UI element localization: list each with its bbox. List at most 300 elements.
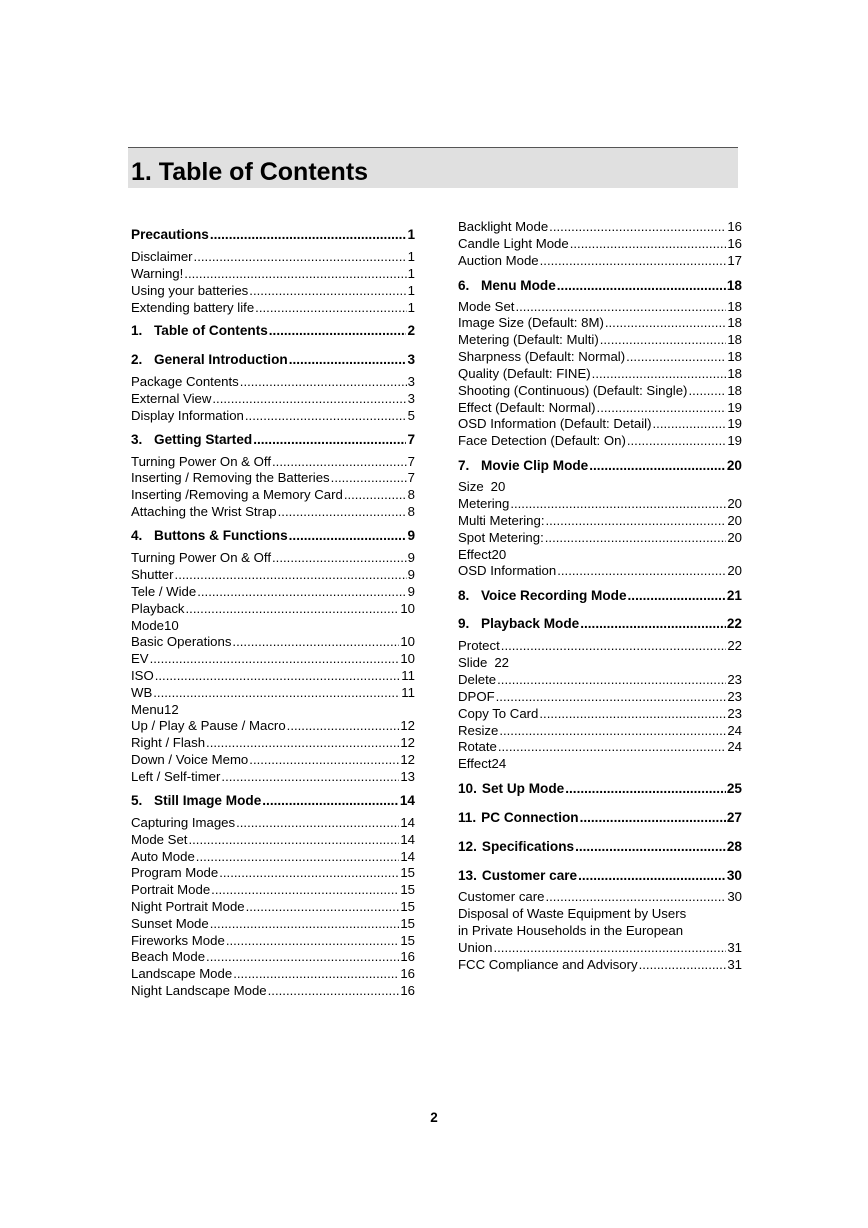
toc-entry[interactable] <box>131 390 415 407</box>
toc-page-number: 15 <box>400 899 415 914</box>
toc-entry[interactable] <box>131 864 415 881</box>
toc-entry[interactable] <box>131 407 415 424</box>
toc-entry-label: Fireworks Mode <box>131 933 225 948</box>
toc-page-number: 23 <box>727 706 742 721</box>
toc-page-number: 15 <box>400 916 415 931</box>
toc-entry[interactable] <box>458 654 742 671</box>
toc-entry-label: Shutter <box>131 567 174 582</box>
toc-entry-label: Package Contents <box>131 374 239 389</box>
toc-entry[interactable] <box>458 562 742 579</box>
toc-leader-dots <box>221 768 399 785</box>
toc-heading-label: Precautions <box>131 227 209 242</box>
toc-page-number: 16 <box>400 983 415 998</box>
toc-entry[interactable] <box>131 667 415 684</box>
toc-page-number: 10 <box>400 651 415 666</box>
toc-page-number: 16 <box>400 966 415 981</box>
toc-entry-label: Rotate <box>458 739 497 754</box>
toc-entry[interactable] <box>131 549 415 566</box>
toc-entry[interactable] <box>458 939 742 956</box>
toc-page-number: 3 <box>407 352 415 367</box>
toc-entry-label: Inserting / Removing the Batteries <box>131 470 330 485</box>
toc-entry-label: Slide <box>458 655 488 670</box>
toc-entry-label: Disclaimer <box>131 249 193 264</box>
toc-entry-label: Auction Mode <box>458 253 539 268</box>
toc-entry[interactable] <box>131 751 415 768</box>
toc-entry-label: in Private Households in the European <box>458 923 684 938</box>
toc-page-number: 18 <box>727 299 742 314</box>
toc-entry-label: Face Detection (Default: On) <box>458 433 626 448</box>
toc-section-heading[interactable] <box>458 780 742 797</box>
toc-entry[interactable] <box>458 671 742 688</box>
toc-page-number: 9 <box>407 567 415 582</box>
toc-heading-number: 3. <box>131 432 143 447</box>
toc-entry-label: Spot Metering: <box>458 530 544 545</box>
toc-leader-dots <box>194 248 407 265</box>
toc-leader-dots <box>653 415 727 432</box>
toc-entry[interactable] <box>131 282 415 299</box>
toc-entry-label: Night Portrait Mode <box>131 899 245 914</box>
toc-leader-dots <box>499 722 726 739</box>
toc-heading-label: 13. Customer care <box>458 868 578 883</box>
toc-entry-label: Customer care <box>458 889 545 904</box>
toc-entry-label: Quality (Default: FINE) <box>458 366 591 381</box>
toc-leader-dots <box>605 314 726 331</box>
toc-page-number: 18 <box>727 349 742 364</box>
toc-leader-dots <box>570 235 727 252</box>
toc-leader-dots <box>540 252 727 269</box>
toc-leader-dots <box>210 915 400 932</box>
toc-entry-label: Right / Flash <box>131 735 206 750</box>
toc-leader-dots <box>580 615 726 632</box>
toc-page-number: 17 <box>727 253 742 268</box>
toc-entry[interactable] <box>131 848 415 865</box>
toc-entry-label: ISO <box>131 668 154 683</box>
toc-page-number: 5 <box>407 408 415 423</box>
toc-entry[interactable] <box>131 701 415 718</box>
toc-entry-label: Delete <box>458 672 497 687</box>
toc-entry-text <box>458 905 742 922</box>
toc-entry-label: Attaching the Wrist Strap <box>131 504 277 519</box>
toc-leader-dots <box>557 562 726 579</box>
toc-leader-dots <box>175 566 407 583</box>
toc-heading-label: 12. Specifications <box>458 839 575 854</box>
toc-leader-dots <box>496 688 727 705</box>
toc-leader-dots <box>592 365 727 382</box>
toc-entry-label: Protect <box>458 638 500 653</box>
toc-entry-label: Copy To Card <box>458 706 539 721</box>
toc-page-number: 8 <box>407 504 415 519</box>
toc-leader-dots <box>565 780 726 797</box>
toc-entry[interactable] <box>131 486 415 503</box>
toc-leader-dots <box>206 734 399 751</box>
toc-leader-dots <box>626 348 726 365</box>
toc-entry-label: Multi Metering: <box>458 513 545 528</box>
toc-entry[interactable] <box>131 932 415 949</box>
toc-leader-dots <box>262 792 399 809</box>
toc-section-heading[interactable] <box>131 226 415 243</box>
toc-page-number: 14 <box>400 832 415 847</box>
toc-entry-label: Menu <box>131 702 164 717</box>
toc-leader-dots <box>253 431 406 448</box>
toc-leader-dots <box>240 373 407 390</box>
toc-entry[interactable] <box>131 299 415 316</box>
toc-heading-label: 5. Still Image Mode <box>131 793 262 808</box>
toc-leader-dots <box>510 495 726 512</box>
toc-leader-dots <box>249 751 399 768</box>
toc-leader-dots <box>269 322 407 339</box>
toc-heading-number: 9. <box>458 616 470 631</box>
toc-page-number: 11 <box>401 668 415 683</box>
toc-page-number: 23 <box>727 689 742 704</box>
toc-entry-label: Up / Play & Pause / Macro <box>131 718 286 733</box>
toc-entry[interactable] <box>131 965 415 982</box>
toc-leader-dots <box>639 956 727 973</box>
toc-entry[interactable] <box>131 373 415 390</box>
toc-entry[interactable] <box>131 831 415 848</box>
toc-entry-label: OSD Information <box>458 563 557 578</box>
toc-entry[interactable] <box>131 734 415 751</box>
toc-leader-dots <box>600 331 727 348</box>
toc-section-heading[interactable] <box>458 587 742 604</box>
toc-entry-label: Sunset Mode <box>131 916 209 931</box>
toc-section-heading[interactable] <box>458 457 742 474</box>
toc-entry[interactable] <box>458 399 742 416</box>
toc-section-heading[interactable] <box>131 527 415 544</box>
toc-leader-dots <box>196 848 400 865</box>
toc-leader-dots <box>331 469 407 486</box>
toc-entry-label: Sharpness (Default: Normal) <box>458 349 626 364</box>
toc-leader-dots <box>212 390 406 407</box>
toc-page-number: 12 <box>400 735 415 750</box>
toc-leader-dots <box>688 382 726 399</box>
toc-entry[interactable] <box>131 265 415 282</box>
toc-page-number: 20 <box>726 458 742 473</box>
toc-entry[interactable] <box>458 348 742 365</box>
toc-page-number: 12 <box>400 718 415 733</box>
toc-entry-label: Resize <box>458 723 499 738</box>
toc-page-number: 7 <box>407 454 415 469</box>
toc-page-number: 18 <box>727 383 742 398</box>
toc-heading-label: 9. Playback Mode <box>458 616 580 631</box>
toc-heading-label: 7. Movie Clip Mode <box>458 458 589 473</box>
toc-leader-dots <box>184 265 406 282</box>
toc-entry[interactable] <box>131 684 415 701</box>
toc-page-number: 10 <box>400 634 415 649</box>
toc-entry[interactable] <box>131 948 415 965</box>
toc-entry[interactable] <box>131 650 415 667</box>
toc-leader-dots <box>246 898 400 915</box>
toc-section-heading[interactable] <box>458 867 742 884</box>
toc-page-number: 7 <box>407 432 415 447</box>
toc-entry-label: EV <box>131 651 149 666</box>
toc-entry[interactable] <box>458 382 742 399</box>
toc-leader-dots <box>549 218 726 235</box>
toc-section-heading[interactable] <box>458 838 742 855</box>
toc-leader-dots <box>501 637 727 654</box>
toc-heading-number: 5. <box>131 793 143 808</box>
toc-entry[interactable] <box>131 469 415 486</box>
toc-page-number: 22 <box>494 655 509 670</box>
toc-entry[interactable] <box>458 722 742 739</box>
toc-page-number: 12 <box>164 702 179 717</box>
toc-page-number: 31 <box>727 957 742 972</box>
toc-entry[interactable] <box>458 637 742 654</box>
toc-leader-dots <box>206 948 399 965</box>
toc-leader-dots <box>272 453 407 470</box>
toc-entry[interactable] <box>458 738 742 755</box>
toc-leader-dots <box>278 503 407 520</box>
toc-page-number: 1 <box>407 227 415 242</box>
toc-entry[interactable] <box>458 314 742 331</box>
toc-entry[interactable] <box>458 252 742 269</box>
toc-leader-dots <box>344 486 407 503</box>
toc-leader-dots <box>545 888 726 905</box>
toc-entry-label: Size <box>458 479 484 494</box>
toc-entry[interactable] <box>458 495 742 512</box>
toc-leader-dots <box>287 717 400 734</box>
toc-entry[interactable] <box>131 633 415 650</box>
toc-entry[interactable] <box>458 478 742 495</box>
toc-heading-number: 6. <box>458 278 470 293</box>
toc-page-number: 19 <box>727 416 742 431</box>
toc-entry[interactable] <box>131 814 415 831</box>
toc-heading-label: 11. PC Connection <box>458 810 579 825</box>
page-number: 2 <box>430 1110 438 1125</box>
toc-entry-label: Effect <box>458 547 492 562</box>
toc-heading-label: 3. Getting Started <box>131 432 253 447</box>
toc-leader-dots <box>627 432 726 449</box>
toc-leader-dots <box>210 226 407 243</box>
toc-page-number: 30 <box>727 889 742 904</box>
toc-leader-dots <box>236 814 399 831</box>
toc-page-number: 1 <box>407 283 415 298</box>
toc-leader-dots <box>153 684 400 701</box>
toc-entry-label: Metering <box>458 496 510 511</box>
toc-entry[interactable] <box>458 688 742 705</box>
toc-section-heading[interactable] <box>131 431 415 448</box>
toc-page-number: 9 <box>407 550 415 565</box>
toc-entry-label: Turning Power On & Off <box>131 454 271 469</box>
toc-entry[interactable] <box>131 503 415 520</box>
toc-entry-label: Mode Set <box>131 832 188 847</box>
toc-entry-label: Display Information <box>131 408 244 423</box>
toc-entry-label: Effect (Default: Normal) <box>458 400 596 415</box>
toc-leader-dots <box>628 587 726 604</box>
toc-entry[interactable] <box>458 888 742 905</box>
toc-page-number: 22 <box>727 638 742 653</box>
toc-leader-dots <box>589 457 726 474</box>
toc-entry[interactable] <box>131 717 415 734</box>
toc-heading-label: 2. General Introduction <box>131 352 288 367</box>
toc-entry[interactable] <box>458 235 742 252</box>
toc-page-number: 27 <box>726 810 742 825</box>
toc-leader-dots <box>255 299 406 316</box>
toc-entry[interactable] <box>458 415 742 432</box>
toc-leader-dots <box>226 932 400 949</box>
toc-entry[interactable] <box>458 512 742 529</box>
toc-page-number: 13 <box>400 769 415 784</box>
toc-leader-dots <box>197 583 406 600</box>
toc-page-number: 31 <box>727 940 742 955</box>
toc-page-number: 22 <box>726 616 742 631</box>
toc-heading-number: 13. <box>458 868 477 883</box>
toc-page-number: 25 <box>726 781 742 796</box>
toc-entry[interactable] <box>131 600 415 617</box>
toc-page-number: 19 <box>727 433 742 448</box>
toc-entry[interactable] <box>458 755 742 772</box>
toc-entry[interactable] <box>458 298 742 315</box>
toc-page-number: 3 <box>407 374 415 389</box>
toc-section-heading[interactable] <box>458 277 742 294</box>
toc-page-number: 20 <box>727 563 742 578</box>
toc-leader-dots <box>268 982 400 999</box>
toc-leader-dots <box>249 282 406 299</box>
toc-page-number: 30 <box>726 868 742 883</box>
toc-entry-label: Warning! <box>131 266 184 281</box>
toc-heading-number: 7. <box>458 458 470 473</box>
toc-heading-number: 10. <box>458 781 477 796</box>
toc-page-number: 21 <box>726 588 742 603</box>
toc-page-number: 3 <box>407 391 415 406</box>
toc-leader-dots <box>272 549 407 566</box>
toc-leader-dots <box>493 939 726 956</box>
toc-entry-label: Down / Voice Memo <box>131 752 249 767</box>
toc-page-number: 9 <box>407 528 415 543</box>
toc-page-number: 1 <box>407 249 415 264</box>
toc-entry[interactable] <box>131 768 415 785</box>
toc-entry-label: Effect <box>458 756 492 771</box>
toc-leader-dots <box>580 809 726 826</box>
toc-entry-label: Turning Power On & Off <box>131 550 271 565</box>
toc-leader-dots <box>186 600 400 617</box>
toc-page-number: 14 <box>400 849 415 864</box>
toc-entry-label: Basic Operations <box>131 634 232 649</box>
toc-page-number: 16 <box>727 236 742 251</box>
toc-section-heading[interactable] <box>131 322 415 339</box>
toc-page-number: 16 <box>400 949 415 964</box>
toc-leader-dots <box>155 667 401 684</box>
toc-entry[interactable] <box>458 331 742 348</box>
toc-leader-dots <box>597 399 727 416</box>
toc-page-number: 9 <box>407 584 415 599</box>
toc-page-number: 20 <box>490 479 506 494</box>
toc-page-number: 1 <box>407 300 415 315</box>
toc-heading-number: 2. <box>131 352 143 367</box>
toc-entry[interactable] <box>458 705 742 722</box>
toc-page-number: 24 <box>491 756 507 771</box>
toc-entry[interactable] <box>131 982 415 999</box>
toc-entry-label: Inserting /Removing a Memory Card <box>131 487 343 502</box>
toc-leader-dots <box>211 881 399 898</box>
toc-page-number: 11 <box>401 685 415 700</box>
title-bar <box>128 147 738 188</box>
toc-page-number: 8 <box>407 487 415 502</box>
toc-page-number: 20 <box>727 496 742 511</box>
toc-section-heading[interactable] <box>458 809 742 826</box>
toc-entry[interactable] <box>131 583 415 600</box>
toc-heading-label: 8. Voice Recording Mode <box>458 588 627 603</box>
toc-entry-label: Capturing Images <box>131 815 236 830</box>
page-title: 1. Table of Contents <box>131 158 369 186</box>
toc-leader-dots <box>545 512 726 529</box>
toc-entry[interactable] <box>458 365 742 382</box>
toc-page-number: 23 <box>727 672 742 687</box>
toc-page-number: 10 <box>164 618 179 633</box>
toc-page-number: 7 <box>407 470 415 485</box>
toc-entry-label: Union <box>458 940 493 955</box>
toc-entry[interactable] <box>458 546 742 563</box>
toc-entry[interactable] <box>131 617 415 634</box>
toc-entry-label: OSD Information (Default: Detail) <box>458 416 652 431</box>
toc-page-number: 18 <box>727 366 742 381</box>
toc-entry-label: Extending battery life <box>131 300 255 315</box>
toc-page-number: 15 <box>400 882 415 897</box>
toc-leader-dots <box>289 527 407 544</box>
toc-page-number: 15 <box>400 933 415 948</box>
toc-entry-label: External View <box>131 391 212 406</box>
toc-entry-label: Beach Mode <box>131 949 206 964</box>
toc-leader-dots <box>557 277 726 294</box>
toc-leader-dots <box>219 864 399 881</box>
toc-entry-label: Left / Self-timer <box>131 769 221 784</box>
toc-page-number: 1 <box>407 266 415 281</box>
toc-entry[interactable] <box>458 956 742 973</box>
toc-entry-label: Candle Light Mode <box>458 236 569 251</box>
toc-page-number: 20 <box>491 547 507 562</box>
toc-heading-number: 12. <box>458 839 477 854</box>
toc-page-number: 28 <box>726 839 742 854</box>
toc-leader-dots <box>233 965 399 982</box>
toc-page-number: 18 <box>727 315 742 330</box>
toc-entry[interactable] <box>458 218 742 235</box>
toc-leader-dots <box>545 529 727 546</box>
toc-entry[interactable] <box>458 432 742 449</box>
toc-section-heading[interactable] <box>131 351 415 368</box>
toc-entry-label: Using your batteries <box>131 283 249 298</box>
toc-section-heading[interactable] <box>131 792 415 809</box>
toc-entry-text <box>458 922 742 939</box>
toc-leader-dots <box>575 838 726 855</box>
toc-entry-label: Shooting (Continuous) (Default: Single) <box>458 383 688 398</box>
toc-entry-label: Program Mode <box>131 865 219 880</box>
toc-section-heading[interactable] <box>458 615 742 632</box>
toc-entry[interactable] <box>131 453 415 470</box>
toc-entry-label: Tele / Wide <box>131 584 197 599</box>
toc-page-number: 24 <box>727 739 742 754</box>
toc-leader-dots <box>150 650 400 667</box>
toc-entry-label: Image Size (Default: 8M) <box>458 315 604 330</box>
toc-entry[interactable] <box>131 898 415 915</box>
toc-page-number: 20 <box>727 513 742 528</box>
toc-leader-dots <box>498 738 726 755</box>
toc-entry[interactable] <box>131 566 415 583</box>
toc-page-number: 16 <box>727 219 742 234</box>
toc-leader-dots <box>515 298 726 315</box>
toc-heading-label: 10. Set Up Mode <box>458 781 565 796</box>
toc-entry[interactable] <box>131 881 415 898</box>
toc-page-number: 2 <box>407 323 415 338</box>
toc-entry-label: FCC Compliance and Advisory <box>458 957 638 972</box>
toc-entry[interactable] <box>131 248 415 265</box>
toc-heading-number: 8. <box>458 588 470 603</box>
toc-page-number: 14 <box>400 815 415 830</box>
toc-entry[interactable] <box>131 915 415 932</box>
toc-page-number: 18 <box>727 332 742 347</box>
toc-leader-dots <box>289 351 407 368</box>
toc-entry[interactable] <box>458 529 742 546</box>
toc-entry-label: Disposal of Waste Equipment by Users <box>458 906 687 921</box>
toc-entry-label: Metering (Default: Multi) <box>458 332 599 347</box>
